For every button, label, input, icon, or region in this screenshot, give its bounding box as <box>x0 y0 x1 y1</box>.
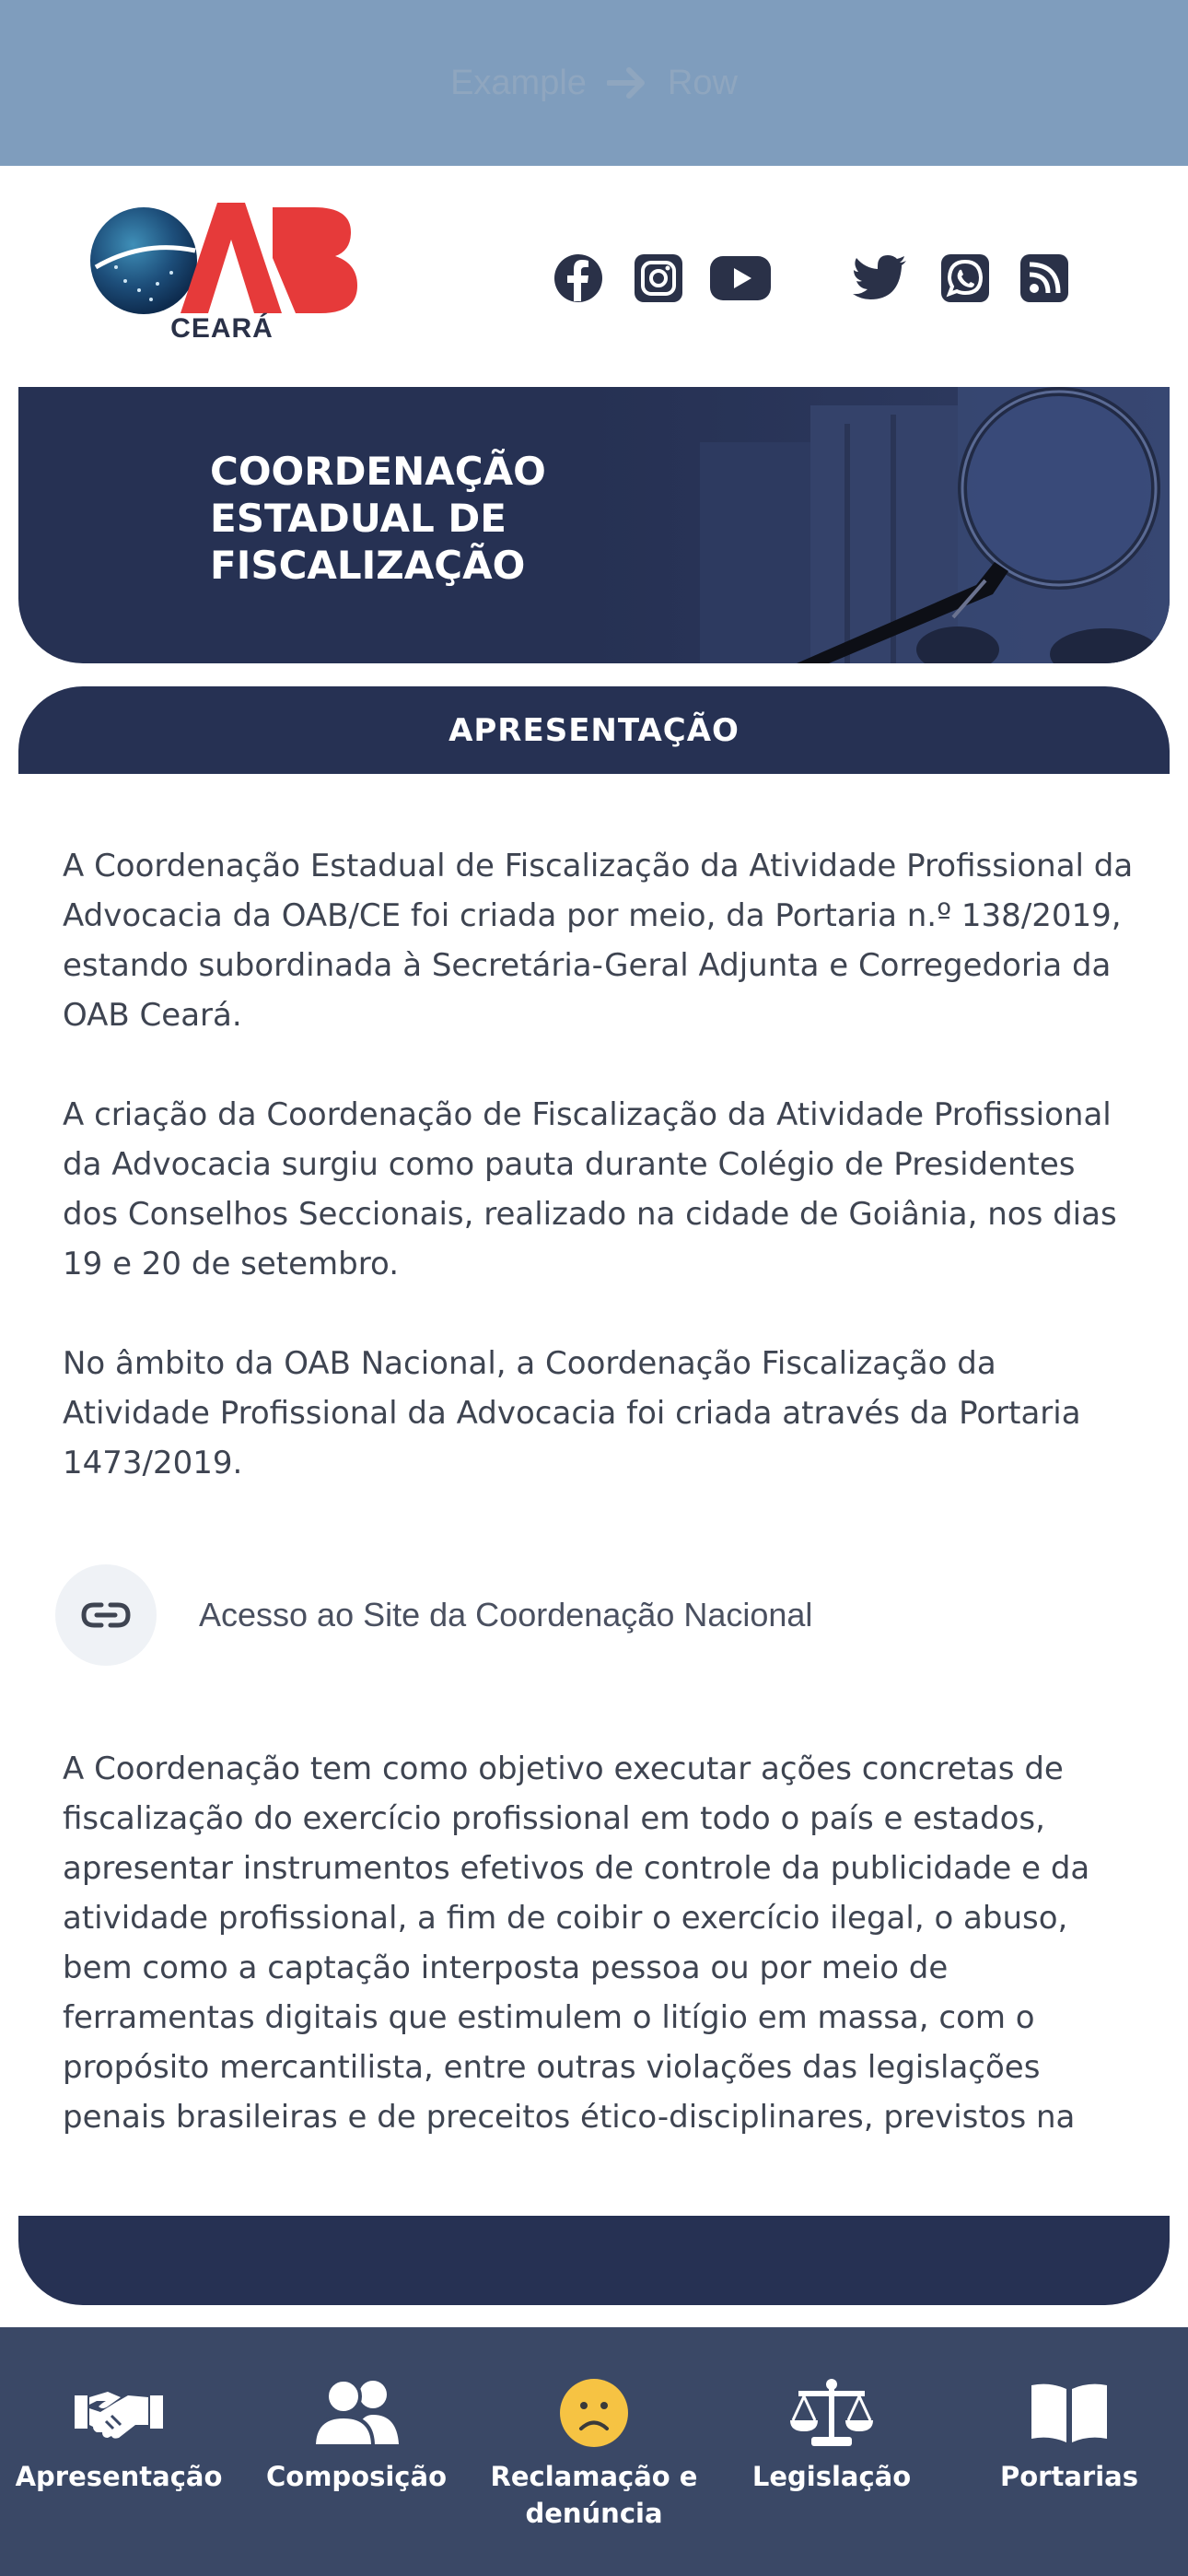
nav-label: Composição <box>266 2461 447 2492</box>
content-footer-band <box>18 2216 1170 2305</box>
paragraph: A Coordenação tem como objetivo executar ações concretas de fiscalização do exercício profissional em todo o país e estados, apresentar instrumentos efetivos de controle da publicidade e da atividade profissional, a fim de coibir o exercício ilegal, o abuso, bem como a captação interposta pessoa ou por meio de ferramentas digitais que estimulem o litígio em massa, com o propósito mercantilista, entre outras violações das legislações penais brasileiras e de preceitos ético-disciplinares, previstos na <box>63 1751 1090 2136</box>
intro-content <box>63 841 1140 1538</box>
nav-item-legislacao[interactable] <box>713 2327 950 2576</box>
paragraph: A criação da Coordenação de Fiscalização da Atividade Profissional da Advocacia surgiu como pauta durante Colégio de Presidentes dos Conselhos Seccionais, realizado na cidade de Goiânia, nos dias 19 e 20 de setembro. <box>63 1096 1117 1282</box>
twitter-icon[interactable] <box>851 249 910 308</box>
national-site-link[interactable] <box>55 1564 812 1666</box>
nav-item-portarias[interactable] <box>950 2327 1188 2576</box>
section-header <box>18 686 1170 774</box>
magnifier-building-image <box>589 387 1170 663</box>
scale-icon <box>713 2371 950 2454</box>
objective-content <box>63 1744 1140 2140</box>
nav-item-reclamacao[interactable] <box>475 2327 713 2576</box>
rss-icon[interactable] <box>1015 249 1074 308</box>
site-header <box>0 166 1188 387</box>
top-banner <box>0 0 1188 166</box>
facebook-icon[interactable] <box>549 249 608 308</box>
hero-banner <box>18 387 1170 663</box>
paragraph: No âmbito da OAB Nacional, a Coordenação Fiscalização da Atividade Profissional da Advocacia foi criada através da Portaria 1473/2019. <box>63 1345 1081 1481</box>
whatsapp-icon[interactable] <box>936 249 995 308</box>
youtube-icon[interactable] <box>705 249 775 308</box>
link-icon <box>55 1564 157 1666</box>
nav-item-composicao[interactable] <box>238 2327 475 2576</box>
nav-label: Legislação <box>751 2461 912 2492</box>
logo-subtitle: CEARÁ <box>170 313 274 344</box>
paragraph: A Coordenação Estadual de Fiscalização da Atividade Profissional da Advocacia da OAB/CE foi criada por meio, da Portaria n.º 138/2019, estando subordinada à Secretária-Geral Adjunta e Corregedoria da OAB Ceará. <box>63 848 1134 1034</box>
topbar-right-text: Row <box>667 63 738 102</box>
users-icon <box>238 2371 475 2454</box>
sad-face-icon <box>475 2371 713 2454</box>
nav-label: Apresentação <box>15 2461 223 2492</box>
page-title: COORDENAÇÃO ESTADUAL DE FISCALIZAÇÃO <box>210 449 546 588</box>
link-label[interactable]: Acesso ao Site da Coordenação Nacional <box>199 1596 813 1633</box>
handshake-icon <box>0 2371 238 2454</box>
bottom-navigation <box>0 2327 1188 2576</box>
instagram-icon[interactable] <box>629 249 688 308</box>
arrow-right-icon <box>607 64 647 101</box>
nav-label: Portarias <box>1000 2461 1138 2492</box>
nav-label: Reclamação e denúncia <box>490 2461 698 2529</box>
book-icon <box>950 2371 1188 2454</box>
topbar-left-text: Example <box>450 63 587 102</box>
section-title: APRESENTAÇÃO <box>448 711 740 749</box>
nav-item-apresentacao[interactable] <box>0 2327 238 2576</box>
